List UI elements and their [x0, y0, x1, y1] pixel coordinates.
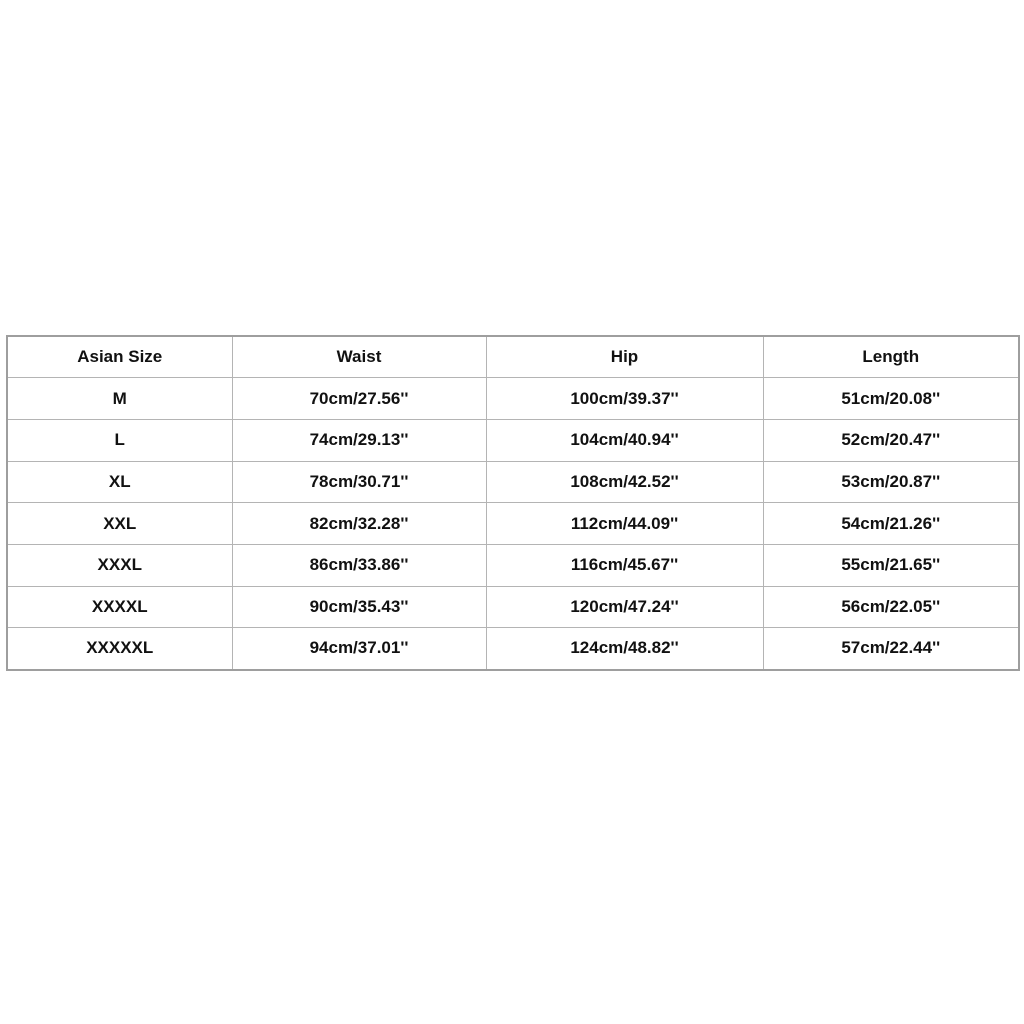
- table-row: [7, 461, 1019, 503]
- size-cell: XXXXL: [7, 586, 232, 628]
- length-cell: 53cm/20.87'': [763, 461, 1019, 503]
- table-row: [7, 503, 1019, 545]
- table-row: [7, 544, 1019, 586]
- length-cell: 55cm/21.65'': [763, 544, 1019, 586]
- waist-cell: 78cm/30.71'': [232, 461, 486, 503]
- table-header-row: [7, 336, 1019, 378]
- length-cell: 51cm/20.08'': [763, 378, 1019, 420]
- hip-cell: 120cm/47.24'': [486, 586, 763, 628]
- header-length: Length: [763, 336, 1019, 378]
- hip-cell: 112cm/44.09'': [486, 503, 763, 545]
- size-cell: XXL: [7, 503, 232, 545]
- header-asian-size: Asian Size: [7, 336, 232, 378]
- length-cell: 52cm/20.47'': [763, 419, 1019, 461]
- waist-cell: 90cm/35.43'': [232, 586, 486, 628]
- waist-cell: 70cm/27.56'': [232, 378, 486, 420]
- table-row: [7, 419, 1019, 461]
- length-cell: 54cm/21.26'': [763, 503, 1019, 545]
- hip-cell: 108cm/42.52'': [486, 461, 763, 503]
- table-row: [7, 628, 1019, 670]
- length-cell: 56cm/22.05'': [763, 586, 1019, 628]
- waist-cell: 74cm/29.13'': [232, 419, 486, 461]
- table-row: [7, 378, 1019, 420]
- header-waist: Waist: [232, 336, 486, 378]
- size-cell: XXXL: [7, 544, 232, 586]
- length-cell: 57cm/22.44'': [763, 628, 1019, 670]
- waist-cell: 94cm/37.01'': [232, 628, 486, 670]
- waist-cell: 82cm/32.28'': [232, 503, 486, 545]
- waist-cell: 86cm/33.86'': [232, 544, 486, 586]
- hip-cell: 116cm/45.67'': [486, 544, 763, 586]
- size-chart-table: [6, 335, 1020, 671]
- hip-cell: 100cm/39.37'': [486, 378, 763, 420]
- size-cell: XL: [7, 461, 232, 503]
- hip-cell: 104cm/40.94'': [486, 419, 763, 461]
- table-row: [7, 586, 1019, 628]
- header-hip: Hip: [486, 336, 763, 378]
- hip-cell: 124cm/48.82'': [486, 628, 763, 670]
- size-cell: L: [7, 419, 232, 461]
- size-cell: XXXXXL: [7, 628, 232, 670]
- size-cell: M: [7, 378, 232, 420]
